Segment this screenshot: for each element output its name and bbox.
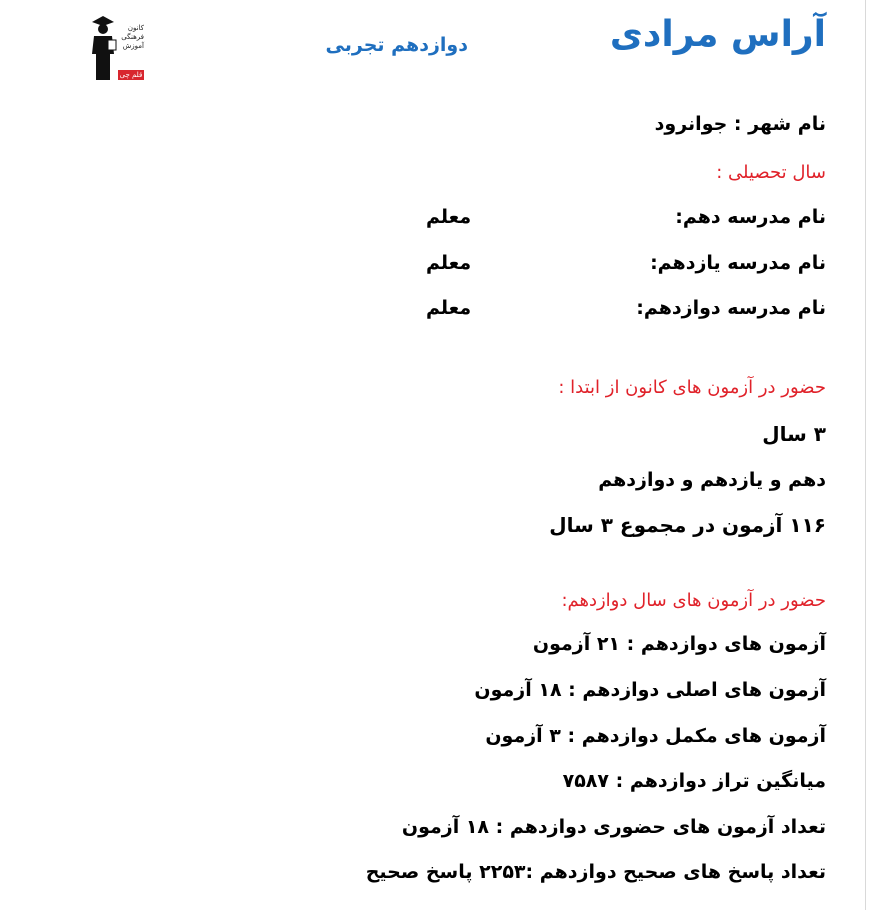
kanoon-logo bbox=[88, 14, 148, 84]
school-11-label: نام مدرسه یازدهم: bbox=[650, 252, 826, 274]
school-10-value: معلم bbox=[426, 206, 472, 228]
grade12-in-person-exams: تعداد آزمون های حضوری دوازدهم : ۱۸ آزمون bbox=[401, 816, 826, 838]
logo-text: کانون فرهنگی آموزش bbox=[121, 24, 144, 50]
student-name: آراس مرادی bbox=[609, 14, 826, 55]
attendance-grade12-heading: حضور در آزمون های سال دوازدهم: bbox=[561, 590, 826, 611]
school-11 bbox=[426, 252, 826, 274]
attendance-grades: دهم و یازدهم و دوازدهم bbox=[598, 469, 826, 491]
grade12-correct-answers: تعداد پاسخ های صحیح دوازدهم :۲۲۵۳ پاسخ صحیح bbox=[365, 861, 826, 883]
academic-year-label: سال تحصیلی : bbox=[716, 162, 826, 183]
school-11-value: معلم bbox=[426, 252, 472, 274]
grade12-supplementary-exams: آزمون های مکمل دوازدهم : ۳ آزمون bbox=[485, 725, 826, 747]
grade-field: دوازدهم تجربی bbox=[325, 34, 468, 56]
graduate-figure-icon bbox=[88, 14, 118, 82]
page-edge bbox=[865, 0, 878, 910]
school-10-label: نام مدرسه دهم: bbox=[675, 206, 826, 228]
school-12-label: نام مدرسه دوازدهم: bbox=[636, 297, 826, 319]
school-12 bbox=[426, 297, 826, 319]
logo-badge: قلم چی bbox=[119, 71, 143, 79]
school-12-value: معلم bbox=[426, 297, 472, 319]
school-10 bbox=[426, 206, 826, 228]
attendance-years: ۳ سال bbox=[762, 422, 826, 446]
city: نام شهر : جوانرود bbox=[654, 113, 826, 135]
grade12-exams: آزمون های دوازدهم : ۲۱ آزمون bbox=[532, 633, 826, 655]
grade12-average-score: میانگین تراز دوازدهم : ۷۵۸۷ bbox=[562, 770, 826, 792]
attendance-since-start-heading: حضور در آزمون های کانون از ابتدا : bbox=[558, 377, 826, 398]
attendance-total: ۱۱۶ آزمون در مجموع ۳ سال bbox=[549, 513, 826, 537]
grade12-main-exams: آزمون های اصلی دوازدهم : ۱۸ آزمون bbox=[474, 679, 826, 701]
